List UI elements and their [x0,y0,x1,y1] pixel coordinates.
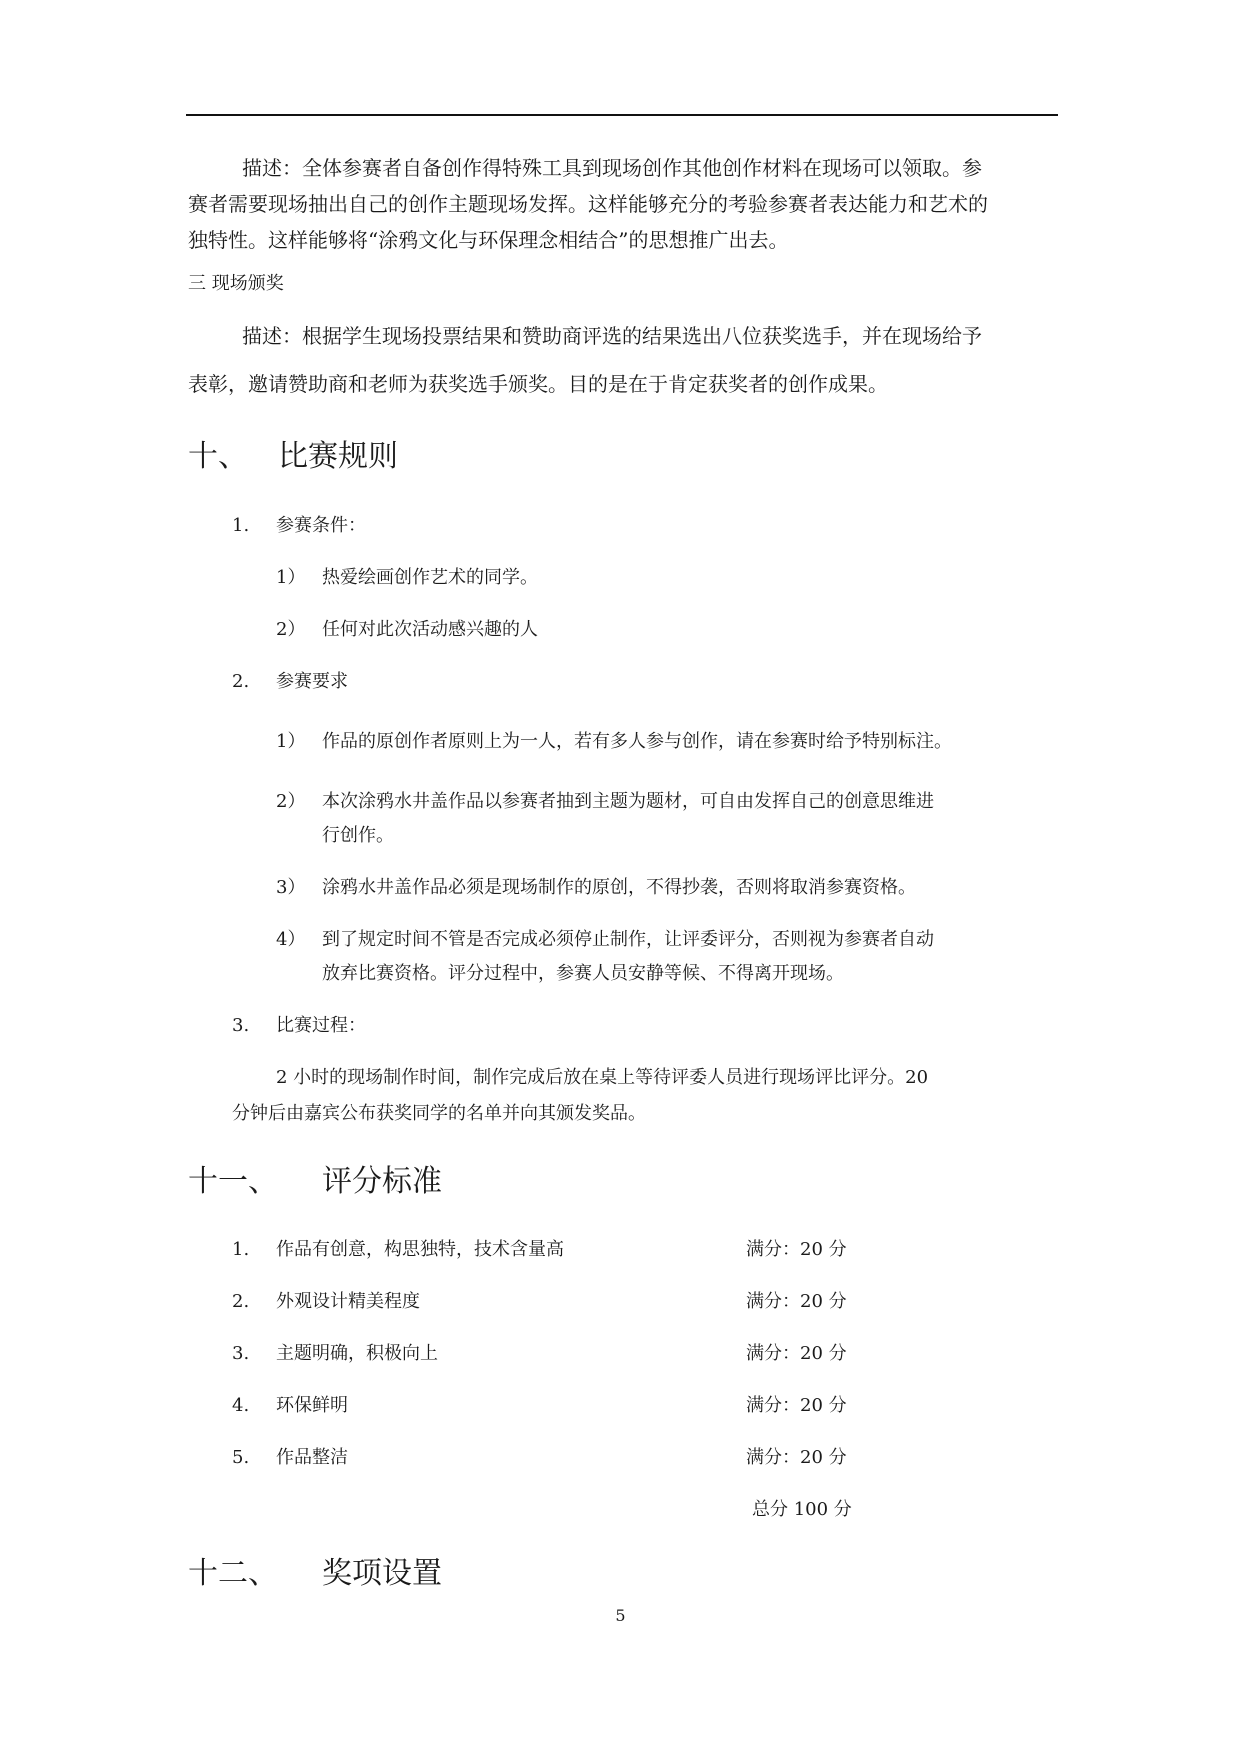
section-12-title: 奖项设置 [322,1556,442,1591]
rule-1-number: 1. [232,515,250,536]
section-11-title: 评分标准 [322,1164,442,1199]
criterion-1-text: 作品有创意，构思独特，技术含量高 [276,1239,564,1260]
award-ceremony-title: 三 现场颁奖 [188,273,284,294]
header-rule [186,114,1058,116]
criterion-4-number: 4. [232,1395,250,1416]
rule-3-paragraph-line-2: 分钟后由嘉宾公布获奖同学的名单并向其颁发奖品。 [232,1103,646,1124]
section-11-number: 十一、 [188,1164,278,1199]
rule-2-label: 参赛要求 [276,671,348,692]
criterion-2-number: 2. [232,1291,250,1312]
criterion-3-text: 主题明确，积极向上 [276,1343,438,1364]
rule-2-4-text: 到了规定时间不管是否完成必须停止制作，让评委评分，否则视为参赛者自动 [322,929,934,950]
rule-3-label: 比赛过程： [276,1015,366,1036]
rule-2-4-text-cont: 放弃比赛资格。评分过程中，参赛人员安静等候、不得离开现场。 [322,963,844,984]
rule-2-4-number: 4） [276,929,306,950]
criterion-4-score: 满分：20 分 [746,1395,847,1416]
award-ceremony-line-2: 表彰，邀请赞助商和老师为获奖选手颁奖。目的是在于肯定获奖者的创作成果。 [188,372,888,396]
section-10-number: 十、 [188,439,248,474]
criterion-4-text: 环保鲜明 [276,1395,348,1416]
total-score: 总分 100 分 [752,1499,852,1520]
rule-3-number: 3. [232,1015,250,1036]
rule-2-1-number: 1） [276,731,306,752]
criterion-3-score: 满分：20 分 [746,1343,847,1364]
rule-1-2-text: 任何对此次活动感兴趣的人 [322,619,538,640]
criterion-5-score: 满分：20 分 [746,1447,847,1468]
rule-2-3-number: 3） [276,877,306,898]
section-10-title: 比赛规则 [278,439,398,474]
criterion-2-text: 外观设计精美程度 [276,1291,420,1312]
intro-line-1: 描述：全体参赛者自备创作得特殊工具到现场创作其他创作材料在现场可以领取。参 [242,156,982,180]
rule-2-2-number: 2） [276,791,306,812]
criterion-3-number: 3. [232,1343,250,1364]
rule-2-number: 2. [232,671,250,692]
rule-1-2-number: 2） [276,619,306,640]
criterion-1-score: 满分：20 分 [746,1239,847,1260]
section-12-number: 十二、 [188,1556,278,1591]
page-number: 5 [615,1606,626,1625]
award-ceremony-line-1: 描述：根据学生现场投票结果和赞助商评选的结果选出八位获奖选手，并在现场给予 [242,324,982,348]
rule-1-1-number: 1） [276,567,306,588]
rule-2-3-text: 涂鸦水井盖作品必须是现场制作的原创，不得抄袭，否则将取消参赛资格。 [322,877,916,898]
rule-1-label: 参赛条件： [276,515,366,536]
rule-2-2-text-cont: 行创作。 [322,825,394,846]
criterion-1-number: 1. [232,1239,250,1260]
rule-2-2-text: 本次涂鸦水井盖作品以参赛者抽到主题为题材，可自由发挥自己的创意思维进 [322,791,934,812]
criterion-5-text: 作品整洁 [276,1447,348,1468]
intro-line-3: 独特性。这样能够将“涂鸦文化与环保理念相结合”的思想推广出去。 [188,228,789,252]
rule-1-1-text: 热爱绘画创作艺术的同学。 [322,567,538,588]
rule-3-paragraph-line-1: 2 小时的现场制作时间，制作完成后放在桌上等待评委人员进行现场评比评分。20 [276,1067,929,1088]
rule-2-1-text: 作品的原创作者原则上为一人，若有多人参与创作，请在参赛时给予特别标注。 [322,731,952,752]
intro-line-2: 赛者需要现场抽出自己的创作主题现场发挥。这样能够充分的考验参赛者表达能力和艺术的 [188,192,988,216]
criterion-5-number: 5. [232,1447,250,1468]
criterion-2-score: 满分：20 分 [746,1291,847,1312]
